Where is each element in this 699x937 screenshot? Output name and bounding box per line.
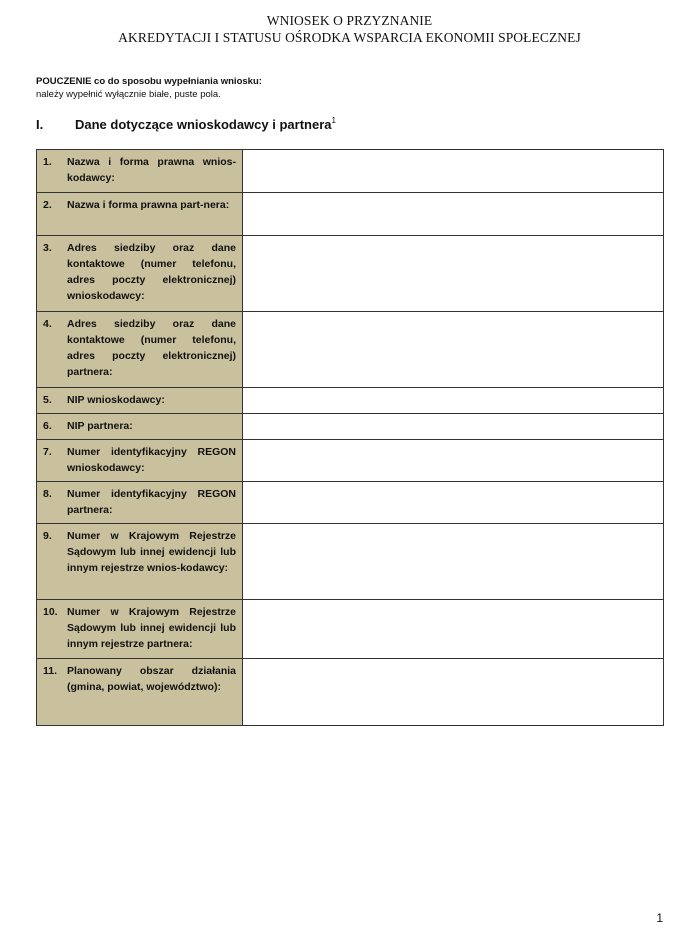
table-row (37, 236, 664, 312)
table-row (37, 440, 664, 482)
instructions-heading: POUCZENIE co do sposobu wypełniania wniosku: (36, 76, 262, 87)
row-value-field[interactable] (243, 388, 664, 414)
document-title (0, 12, 699, 46)
row-label-cell (37, 388, 243, 414)
table-row (37, 600, 664, 659)
section-title: Dane dotyczące wnioskodawcy i partnera (75, 117, 332, 132)
row-label: Adres siedziby oraz dane kontaktowe (numer telefonu, adres poczty elektronicznej) wnioskodawcy: (67, 242, 236, 302)
table-row (37, 388, 664, 414)
row-label: Nazwa i forma prawna part-nera: (67, 199, 230, 211)
title-line-1: WNIOSEK O PRZYZNANIE (266, 13, 433, 28)
row-label-cell (37, 440, 243, 482)
section-heading (36, 116, 336, 132)
instructions-text: należy wypełnić wyłącznie białe, puste pola. (36, 89, 221, 100)
row-label: Numer identyfikacyjny REGON partnera: (67, 488, 236, 516)
row-label: Numer w Krajowym Rejestrze Sądowym lub innej ewidencji lub innym rejestrze partnera: (67, 606, 236, 650)
row-number: 5. (43, 394, 52, 406)
row-label-cell (37, 600, 243, 659)
section-footnote-ref: 1 (331, 116, 336, 125)
title-line-2: AKREDYTACJI I STATUSU OŚRODKA WSPARCIA EKONOMII SPOŁECZNEJ (118, 30, 581, 45)
row-label: Adres siedziby oraz dane kontaktowe (numer telefonu, adres poczty elektronicznej) partnera: (67, 318, 236, 378)
table-row (37, 312, 664, 388)
row-value-field[interactable] (243, 659, 664, 726)
row-number: 11. (43, 665, 58, 677)
applicant-data-table (36, 149, 664, 726)
row-value-field[interactable] (243, 193, 664, 236)
row-value-field[interactable] (243, 312, 664, 388)
row-label-cell (37, 150, 243, 193)
row-label: Numer identyfikacyjny REGON wnioskodawcy: (67, 446, 236, 474)
row-number: 7. (43, 446, 52, 458)
table-row (37, 414, 664, 440)
section-number: I. (36, 117, 44, 132)
row-label-cell (37, 414, 243, 440)
row-value-field[interactable] (243, 524, 664, 600)
table-row (37, 482, 664, 524)
row-label: NIP wnioskodawcy: (67, 394, 165, 406)
row-label: NIP partnera: (67, 420, 133, 432)
row-value-field[interactable] (243, 150, 664, 193)
row-label-cell (37, 524, 243, 600)
row-label: Nazwa i forma prawna wnios-kodawcy: (67, 156, 236, 184)
page-number: 1 (656, 911, 663, 925)
row-number: 4. (43, 318, 52, 330)
row-label-cell (37, 236, 243, 312)
table-row (37, 524, 664, 600)
table-row (37, 659, 664, 726)
table-row (37, 150, 664, 193)
row-label-cell (37, 193, 243, 236)
row-number: 3. (43, 242, 52, 254)
table-row (37, 193, 664, 236)
row-value-field[interactable] (243, 236, 664, 312)
row-number: 8. (43, 488, 52, 500)
row-number: 10. (43, 606, 58, 618)
row-label-cell (37, 659, 243, 726)
row-value-field[interactable] (243, 440, 664, 482)
row-value-field[interactable] (243, 482, 664, 524)
row-label: Planowany obszar działania (gmina, powiat, województwo): (67, 665, 236, 693)
row-label-cell (37, 312, 243, 388)
row-label: Numer w Krajowym Rejestrze Sądowym lub innej ewidencji lub innym rejestrze wnios-kodawcy: (67, 530, 236, 574)
row-number: 6. (43, 420, 52, 432)
row-number: 2. (43, 199, 52, 211)
row-number: 1. (43, 156, 52, 168)
row-value-field[interactable] (243, 414, 664, 440)
row-label-cell (37, 482, 243, 524)
instructions (36, 75, 262, 101)
row-number: 9. (43, 530, 52, 542)
row-value-field[interactable] (243, 600, 664, 659)
